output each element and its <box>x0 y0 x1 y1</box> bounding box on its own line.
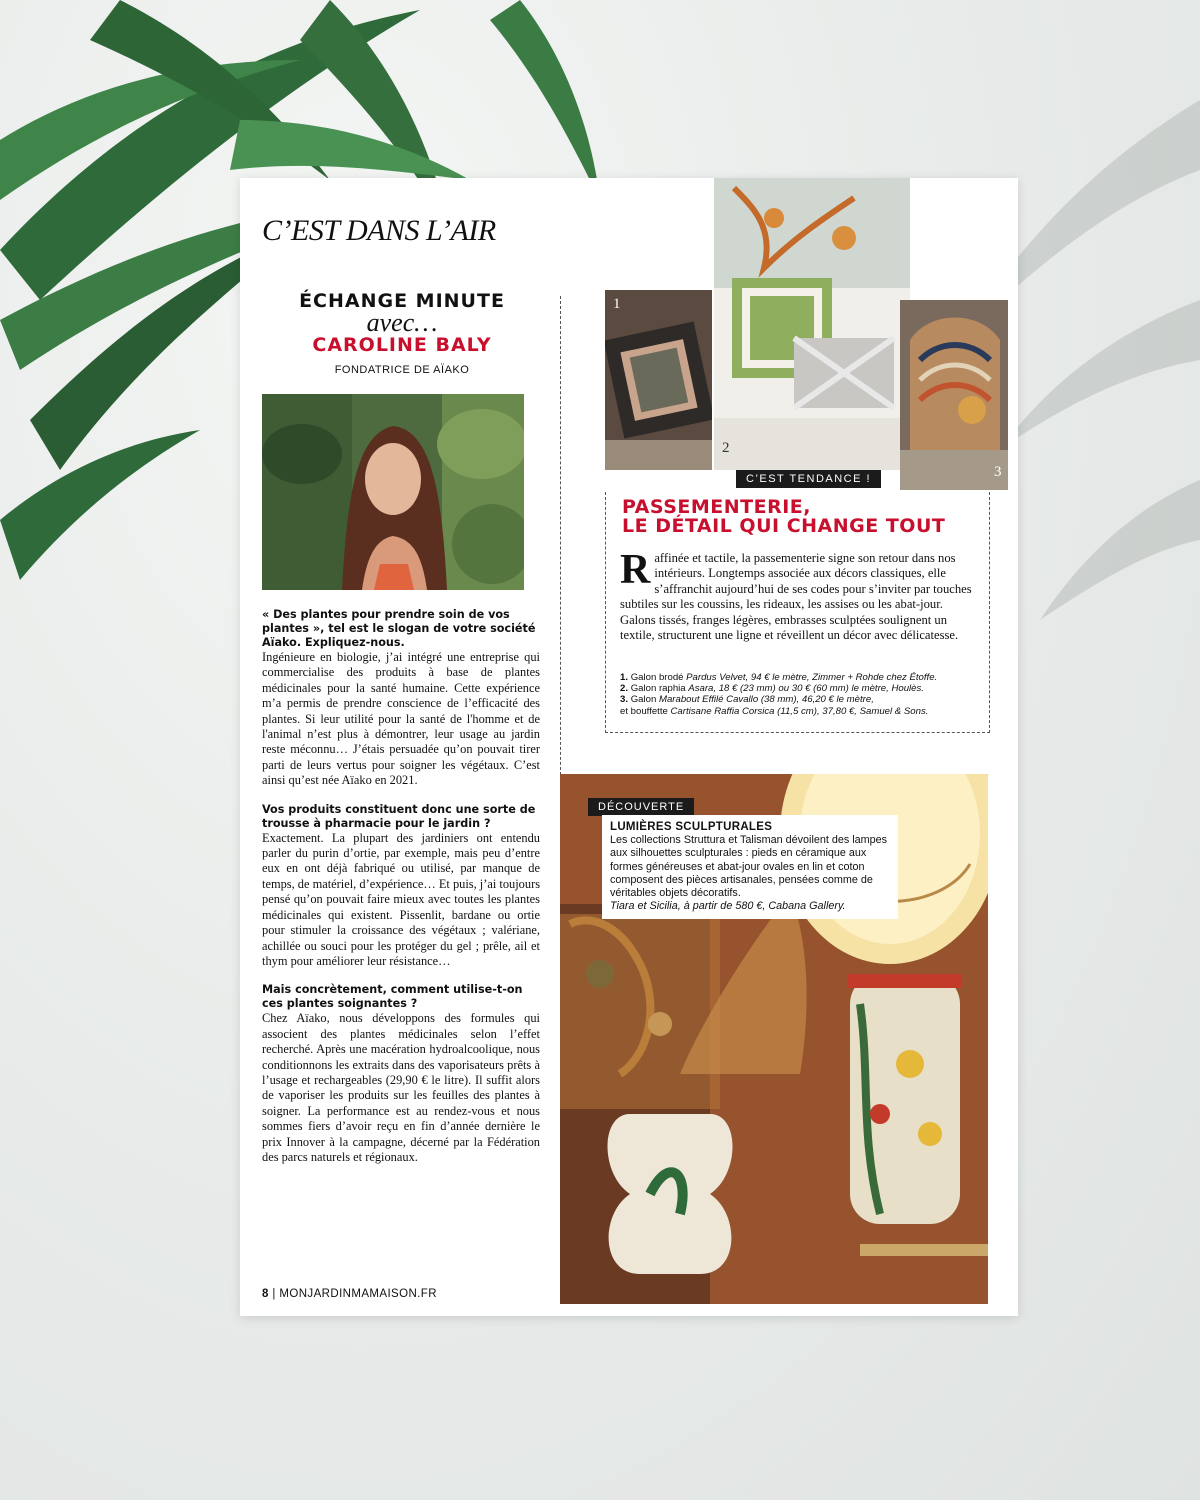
credit-1-number: 1. <box>620 672 629 683</box>
decouverte-credit: Tiara et Sicilia, à partir de 580 €, Cabana Gallery. <box>610 900 846 913</box>
credit-1-em: Pardus Velvet, 94 € le mètre, Zimmer + Rohde chez Étoffe. <box>686 672 938 683</box>
credit-3-text2: et bouffette <box>620 705 671 717</box>
decouverte-title: LUMIÈRES SCULPTURALES <box>610 821 773 833</box>
passementerie-credits <box>620 672 980 717</box>
credit-3-em2: Cartisane Raffia Corsica (11,5 cm), 37,80 €, Samuel & Sons. <box>670 705 929 717</box>
passementerie-title-line2: LE DÉTAIL QUI CHANGE TOUT <box>622 515 946 537</box>
passementerie-body <box>620 547 972 643</box>
cushion-photo-1 <box>605 290 712 470</box>
dropcap: R <box>620 547 651 593</box>
interview-article <box>262 608 540 1179</box>
credit-3-number: 3. <box>620 694 629 706</box>
decouverte-tag: DÉCOUVERTE <box>588 798 694 816</box>
section-title: C’EST DANS L’AIR <box>262 214 496 247</box>
cushion-photo-2 <box>714 178 910 470</box>
interview-kicker: ÉCHANGE MINUTE <box>299 290 505 312</box>
credit-1 <box>620 672 980 683</box>
cushion-photo-3 <box>900 300 1008 490</box>
credit-3-em: Marabout Effilé Cavallo (38 mm), 46,20 € le mètre, <box>658 694 874 706</box>
footer-site: MONJARDINMAMAISON.FR <box>279 1288 437 1300</box>
answer-1: Ingénieure en biologie, j’ai intégré une entreprise qui commercialise des produits à base de plantes médicinales pour la santé humaine. Cette expérience m’a permis de prendre conscience de l’efficacité des plantes. Si leur utilité pour la santé de l'homme et de l'animal n’est plus à démontrer, leur usage au jardin reste méconnu… J’étais persuadée qu’on pouvait tirer parti de leurs vertus pour soigner les végétaux. C’est ainsi qu’est née Aïako en 2021. <box>262 650 540 788</box>
question-3: Mais concrètement, comment utilise-t-on ces plantes soignantes ? <box>262 983 523 1011</box>
credit-2-em: Asara, 18 € (23 mm) ou 30 € (60 mm) le mètre, Houlès. <box>688 683 924 695</box>
tendance-tag: C’EST TENDANCE ! <box>736 470 881 488</box>
interview-header <box>262 290 542 376</box>
interviewee-name: CAROLINE BALY <box>312 334 492 356</box>
page-footer <box>262 1288 437 1300</box>
photo-number-2: 2 <box>722 440 730 456</box>
credit-3 <box>620 694 980 716</box>
footer-separator: | <box>272 1288 276 1300</box>
credit-2-number: 2. <box>620 683 629 695</box>
credit-2-text: Galon raphia <box>630 683 689 695</box>
answer-3: Chez Aïako, nous développons des formules qui associent des plantes médicinales selon l’effet recherché. Après une macération hydroalcoolique, nous conditionnons les extraits dans des vaporisateurs prêts à l’usage et rechargeables (29,90 € le litre). Il suffit alors de vaporiser les produits sur les feuilles des plantes à soigner. La performance est au rendez-vous et nous sommes fiers d’avoir reçu en fin d’année dernière le prix Innover à la campagne, décerné par la Fédération des parcs naturels et régionaux. <box>262 1011 540 1164</box>
decouverte-body: Les collections Struttura et Talisman dévoilent des lampes aux silhouettes sculpturales : pieds en céramique aux formes généreuses et abat-jour ovales en lin et coton composent des pièces artisanales, pensées comme de véritables objets décoratifs. <box>610 834 888 900</box>
credit-2 <box>620 683 980 694</box>
passementerie-title-line1: PASSEMENTERIE, <box>622 496 812 518</box>
question-1: « Des plantes pour prendre soin de vos plantes », tel est le slogan de votre société Aïako. Expliquez-nous. <box>262 608 536 649</box>
question-2: Vos produits constituent donc une sorte de trousse à pharmacie pour le jardin ? <box>262 802 536 830</box>
interview-avec: avec… <box>366 308 438 337</box>
answer-2: Exactement. La plupart des jardiniers ont entendu parler du purin d’ortie, par exemple, mais peu d’entre eux en ont déjà fabriqué ou utilisé, par manque de temps, de matériel, d’expérience… Et puis, j’ai toujours pensé qu’on pouvait faire mieux avec toutes les plantes médicinales qui existent. Pissenlit, bardane ou ortie pour stimuler la croissance des végétaux ; valériane, achillée ou souci pour les protéger du gel ; prêle, ail et thym pour améliorer leur résistance… <box>262 830 541 968</box>
page-number: 8 <box>262 1288 269 1300</box>
decouverte-box <box>602 815 898 919</box>
credit-3-text: Galon <box>630 694 659 706</box>
passementerie-text: affinée et tactile, la passementerie signe son retour dans nos intérieurs. Longtemps associée aux décors classiques, elle s’affranchit aujourd’hui de ses codes pour s’inviter par touches subtiles sur les coussins, les rideaux, les assises ou les abat-jour. Galons tissés, franges légères, embrasses sculptées soulignent un textile, structurent une ligne et réveillent un décor avec délicatesse. <box>620 551 972 643</box>
portrait-photo <box>262 394 524 590</box>
magazine-page <box>240 178 1018 1316</box>
photo-number-1: 1 <box>613 296 621 312</box>
interviewee-role: FONDATRICE DE AÏAKO <box>334 364 470 376</box>
passementerie-title <box>622 498 945 536</box>
credit-1-text: Galon brodé <box>630 672 687 683</box>
photo-number-3: 3 <box>994 464 1002 480</box>
